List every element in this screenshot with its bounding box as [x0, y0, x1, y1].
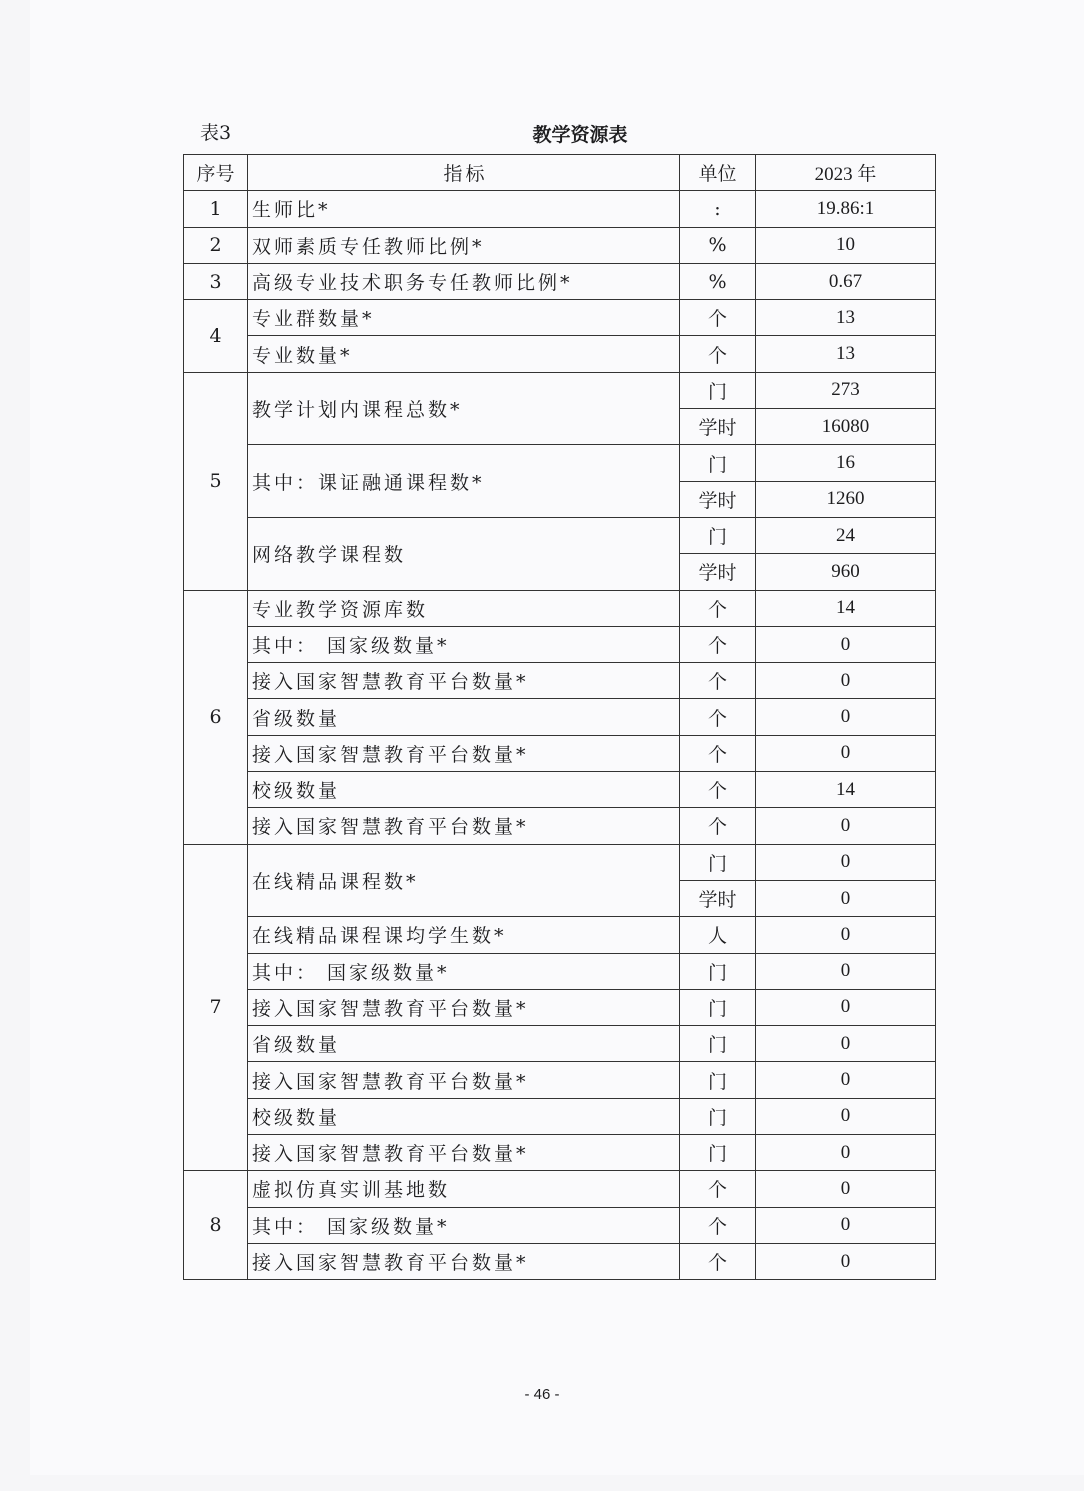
- table-label: 表3: [200, 122, 232, 144]
- row-unit: 个: [680, 699, 756, 735]
- table-header-row: [184, 155, 936, 191]
- row-indicator: 生师比*: [248, 191, 680, 227]
- table-row: [184, 1098, 936, 1134]
- table-row: [184, 1171, 936, 1207]
- row-value: 13: [756, 300, 936, 336]
- row-unit: 门: [680, 372, 756, 408]
- row-indicator: 接入国家智慧教育平台数量*: [248, 1135, 680, 1171]
- row-value: 1260: [756, 481, 936, 517]
- table-row: [184, 953, 936, 989]
- row-unit: :: [680, 191, 756, 227]
- row-unit: %: [680, 263, 756, 299]
- row-indicator: 教学计划内课程总数*: [248, 372, 680, 445]
- row-unit: 门: [680, 445, 756, 481]
- row-unit: %: [680, 227, 756, 263]
- table-row: [184, 844, 936, 880]
- row-indicator: 校级数量: [248, 1098, 680, 1134]
- row-unit: 门: [680, 989, 756, 1025]
- row-value: 0: [756, 917, 936, 953]
- row-indicator: 虚拟仿真实训基地数: [248, 1171, 680, 1207]
- table-row: [184, 1026, 936, 1062]
- row-unit: 门: [680, 517, 756, 553]
- row-value: 24: [756, 517, 936, 553]
- row-unit: 个: [680, 1207, 756, 1243]
- row-indicator: 网络教学课程数: [248, 517, 680, 590]
- row-unit: 门: [680, 1135, 756, 1171]
- header-seq: 序号: [184, 155, 248, 191]
- row-indicator: 其中： 国家级数量*: [248, 953, 680, 989]
- row-indicator: 高级专业技术职务专任教师比例*: [248, 263, 680, 299]
- table-row: [184, 663, 936, 699]
- row-value: 0: [756, 1171, 936, 1207]
- table-row: [184, 300, 936, 336]
- row-seq: 3: [184, 263, 248, 299]
- row-indicator: 其中： 国家级数量*: [248, 626, 680, 662]
- row-indicator: 省级数量: [248, 1026, 680, 1062]
- table-row: [184, 336, 936, 372]
- row-value: 19.86:1: [756, 191, 936, 227]
- row-indicator: 接入国家智慧教育平台数量*: [248, 808, 680, 844]
- row-indicator: 专业教学资源库数: [248, 590, 680, 626]
- row-unit: 个: [680, 663, 756, 699]
- table-row: [184, 917, 936, 953]
- row-value: 273: [756, 372, 936, 408]
- row-value: 0: [756, 808, 936, 844]
- row-indicator: 双师素质专任教师比例*: [248, 227, 680, 263]
- row-value: 0: [756, 699, 936, 735]
- header-unit: 单位: [680, 155, 756, 191]
- row-unit: 个: [680, 1243, 756, 1279]
- row-unit: 个: [680, 735, 756, 771]
- row-indicator: 在线精品课程课均学生数*: [248, 917, 680, 953]
- row-value: 0.67: [756, 263, 936, 299]
- row-indicator: 接入国家智慧教育平台数量*: [248, 1062, 680, 1098]
- row-indicator: 其中： 国家级数量*: [248, 1207, 680, 1243]
- row-unit: 门: [680, 1026, 756, 1062]
- row-value: 0: [756, 953, 936, 989]
- row-seq: 5: [184, 372, 248, 590]
- row-value: 0: [756, 989, 936, 1025]
- page-number: - 46 -: [524, 1386, 560, 1403]
- row-unit: 个: [680, 626, 756, 662]
- row-indicator: 专业数量*: [248, 336, 680, 372]
- row-indicator: 在线精品课程数*: [248, 844, 680, 917]
- header-indicator: 指标: [248, 155, 680, 191]
- row-unit: 个: [680, 772, 756, 808]
- table-row: [184, 735, 936, 771]
- row-value: 13: [756, 336, 936, 372]
- row-value: 0: [756, 1207, 936, 1243]
- row-value: 16080: [756, 409, 936, 445]
- row-seq: 1: [184, 191, 248, 227]
- row-seq: 6: [184, 590, 248, 844]
- table-row: [184, 263, 936, 299]
- row-indicator: 接入国家智慧教育平台数量*: [248, 989, 680, 1025]
- row-value: 0: [756, 626, 936, 662]
- row-value: 960: [756, 554, 936, 590]
- row-seq: 2: [184, 227, 248, 263]
- table-row: [184, 445, 936, 481]
- row-value: 0: [756, 1243, 936, 1279]
- row-value: 0: [756, 880, 936, 916]
- table-row: [184, 1135, 936, 1171]
- row-indicator: 专业群数量*: [248, 300, 680, 336]
- row-unit: 门: [680, 953, 756, 989]
- row-value: 14: [756, 772, 936, 808]
- row-value: 0: [756, 663, 936, 699]
- table-row: [184, 191, 936, 227]
- table-title: 教学资源表: [532, 124, 628, 146]
- row-seq: 4: [184, 300, 248, 373]
- row-unit: 门: [680, 1098, 756, 1134]
- table-row: [184, 772, 936, 808]
- row-value: 0: [756, 844, 936, 880]
- row-unit: 个: [680, 300, 756, 336]
- row-value: 0: [756, 1062, 936, 1098]
- row-indicator: 省级数量: [248, 699, 680, 735]
- table-row: [184, 699, 936, 735]
- row-value: 0: [756, 735, 936, 771]
- row-value: 10: [756, 227, 936, 263]
- row-unit: 学时: [680, 481, 756, 517]
- row-unit: 个: [680, 808, 756, 844]
- row-unit: 学时: [680, 880, 756, 916]
- row-unit: 个: [680, 1171, 756, 1207]
- row-unit: 人: [680, 917, 756, 953]
- table-row: [184, 1243, 936, 1279]
- row-value: 0: [756, 1098, 936, 1134]
- row-value: 14: [756, 590, 936, 626]
- table-row: [184, 1062, 936, 1098]
- row-indicator: 校级数量: [248, 772, 680, 808]
- table-row: [184, 808, 936, 844]
- row-indicator: 其中：课证融通课程数*: [248, 445, 680, 518]
- teaching-resources-table: [183, 154, 936, 1280]
- row-unit: 学时: [680, 554, 756, 590]
- header-year: 2023 年: [756, 155, 936, 191]
- table-row: [184, 227, 936, 263]
- table-row: [184, 590, 936, 626]
- row-unit: 学时: [680, 409, 756, 445]
- table-row: [184, 372, 936, 408]
- row-unit: 门: [680, 844, 756, 880]
- row-unit: 个: [680, 336, 756, 372]
- row-seq: 7: [184, 844, 248, 1171]
- row-unit: 门: [680, 1062, 756, 1098]
- row-value: 16: [756, 445, 936, 481]
- row-seq: 8: [184, 1171, 248, 1280]
- table-row: [184, 517, 936, 553]
- row-value: 0: [756, 1026, 936, 1062]
- table-row: [184, 989, 936, 1025]
- row-value: 0: [756, 1135, 936, 1171]
- row-indicator: 接入国家智慧教育平台数量*: [248, 735, 680, 771]
- row-indicator: 接入国家智慧教育平台数量*: [248, 663, 680, 699]
- row-unit: 个: [680, 590, 756, 626]
- table-row: [184, 1207, 936, 1243]
- table-row: [184, 626, 936, 662]
- row-indicator: 接入国家智慧教育平台数量*: [248, 1243, 680, 1279]
